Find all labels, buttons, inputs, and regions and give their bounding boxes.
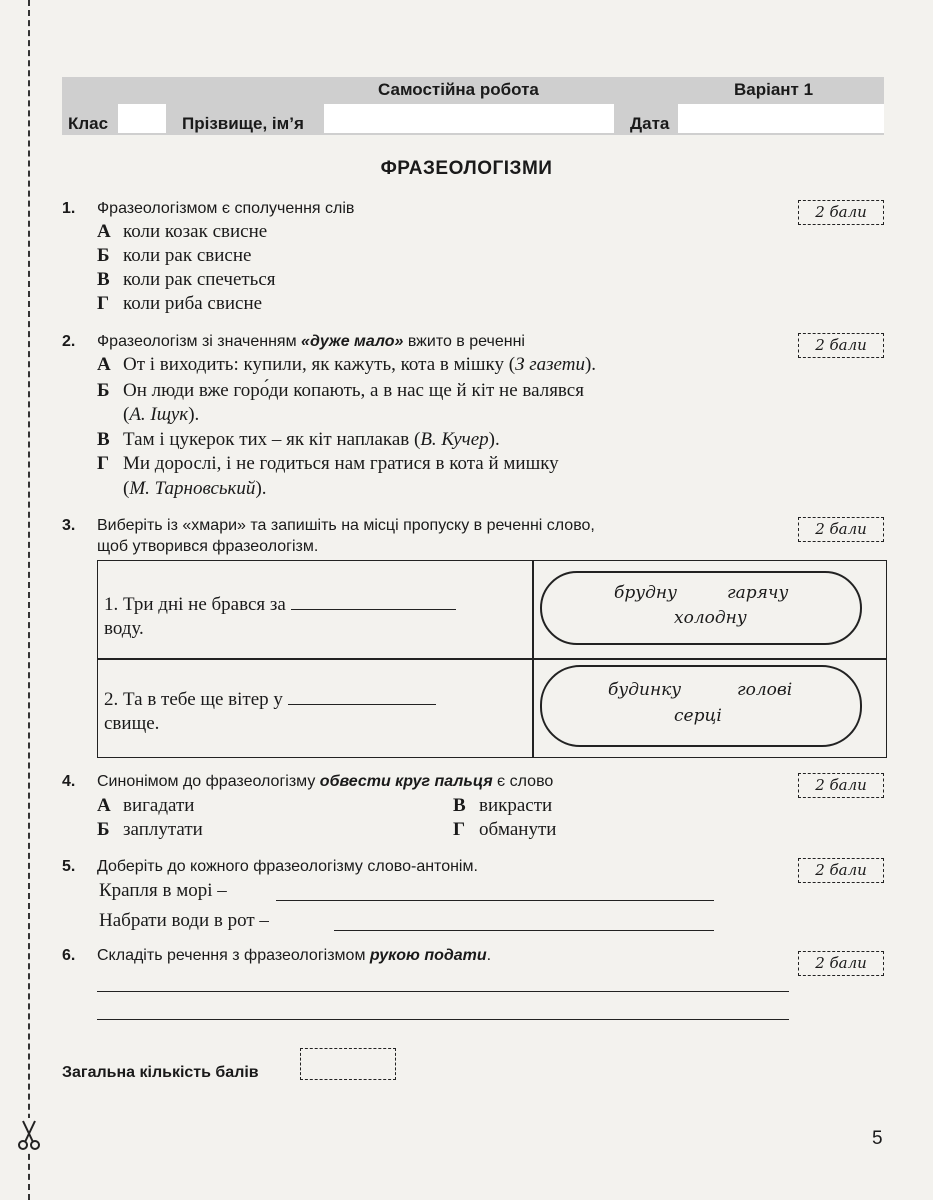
cloud-word[interactable]: гарячу: [727, 583, 789, 603]
option-a[interactable]: А От і виходить: купили, як кажуть, кота в мішку (З газети).: [97, 354, 597, 375]
question-number: 6.: [62, 947, 76, 964]
sentence-1: 1. Три дні не брався за воду.: [104, 591, 456, 641]
cut-line: [28, 0, 30, 1200]
answer-line-2[interactable]: [334, 930, 714, 931]
question-number: 2.: [62, 333, 76, 350]
question-number: 3.: [62, 517, 76, 534]
total-score-box[interactable]: [300, 1048, 396, 1080]
option-v[interactable]: В коли рак спечеться: [97, 269, 276, 290]
class-label: Клас: [68, 114, 109, 133]
total-score-label: Загальна кількість балів: [62, 1064, 259, 1081]
question-number: 5.: [62, 858, 76, 875]
cloud-word[interactable]: голові: [737, 680, 793, 700]
score-box: 2 бали: [798, 200, 884, 225]
antonym-item-1: Крапля в морі –: [99, 880, 227, 901]
scissors-icon: [16, 1118, 42, 1150]
answer-line-1[interactable]: [276, 900, 714, 901]
question-text: Виберіть із «хмари» та запишіть на місці пропуску в реченні слово,: [97, 517, 595, 534]
cloud-word[interactable]: серці: [674, 706, 722, 726]
score-box: 2 бали: [798, 773, 884, 798]
blank-field-2[interactable]: [288, 686, 436, 705]
question-text: Фразеологізм зі значенням «дуже мало» вжито в реченні: [97, 333, 525, 350]
option-a[interactable]: А коли козак свисне: [97, 221, 268, 242]
option-g-source: (М. Тарновський).: [123, 478, 267, 499]
date-label: Дата: [630, 114, 670, 133]
option-g[interactable]: Г коли риба свисне: [97, 293, 263, 314]
question-text: Доберіть до кожного фразеологізму слово-антонім.: [97, 858, 478, 875]
question-text: Фразеологізмом є сполучення слів: [97, 200, 355, 217]
option-b[interactable]: Б Он люди вже горо́ди копають, а в нас ще й кіт не валявся: [97, 380, 584, 401]
antonym-item-2: Набрати води в рот –: [99, 910, 269, 931]
question-text: Складіть речення з фразеологізмом рукою подати.: [97, 947, 492, 964]
date-field[interactable]: [678, 104, 884, 133]
question-number: 1.: [62, 200, 76, 217]
question-number: 4.: [62, 773, 76, 790]
question-text-2: щоб утворився фразеологізм.: [97, 538, 319, 555]
option-v[interactable]: В викрасти: [453, 795, 553, 816]
name-label: Прізвище, ім’я: [182, 114, 304, 133]
option-b[interactable]: Б коли рак свисне: [97, 245, 252, 266]
score-box: 2 бали: [798, 333, 884, 358]
answer-line-3[interactable]: [97, 991, 789, 992]
worksheet-header: [62, 77, 884, 135]
variant-label: Варіант 1: [734, 80, 814, 99]
option-b-source: (А. Іщук).: [123, 404, 200, 425]
blank-field-1[interactable]: [291, 591, 456, 610]
worksheet-title: Самостійна робота: [378, 80, 539, 99]
score-box: 2 бали: [798, 858, 884, 883]
score-box: 2 бали: [798, 951, 884, 976]
name-field[interactable]: [324, 104, 614, 133]
option-v[interactable]: В Там і цукерок тих – як кіт наплакав (В. Кучер).: [97, 429, 500, 450]
option-b[interactable]: Б заплутати: [97, 819, 203, 840]
word-cloud-2: [540, 665, 862, 747]
cloud-word[interactable]: будинку: [608, 680, 682, 700]
option-g[interactable]: Г обманути: [453, 819, 557, 840]
question-text: Синонімом до фразеологізму обвести круг пальця є слово: [97, 773, 554, 790]
cloud-word[interactable]: холодну: [674, 608, 747, 628]
page-title: ФРАЗЕОЛОГІЗМИ: [380, 158, 553, 179]
sentence-2: 2. Та в тебе ще вітер у свище.: [104, 686, 436, 736]
class-field[interactable]: [118, 104, 166, 133]
option-g[interactable]: Г Ми дорослі, і не годиться нам гратися в кота й мишку: [97, 453, 559, 474]
page-number: 5: [872, 1128, 883, 1149]
cloud-word[interactable]: брудну: [614, 583, 677, 603]
cloud-table: [97, 560, 887, 758]
option-a[interactable]: А вигадати: [97, 795, 195, 816]
score-box: 2 бали: [798, 517, 884, 542]
word-cloud-1: [540, 571, 862, 645]
answer-line-4[interactable]: [97, 1019, 789, 1020]
